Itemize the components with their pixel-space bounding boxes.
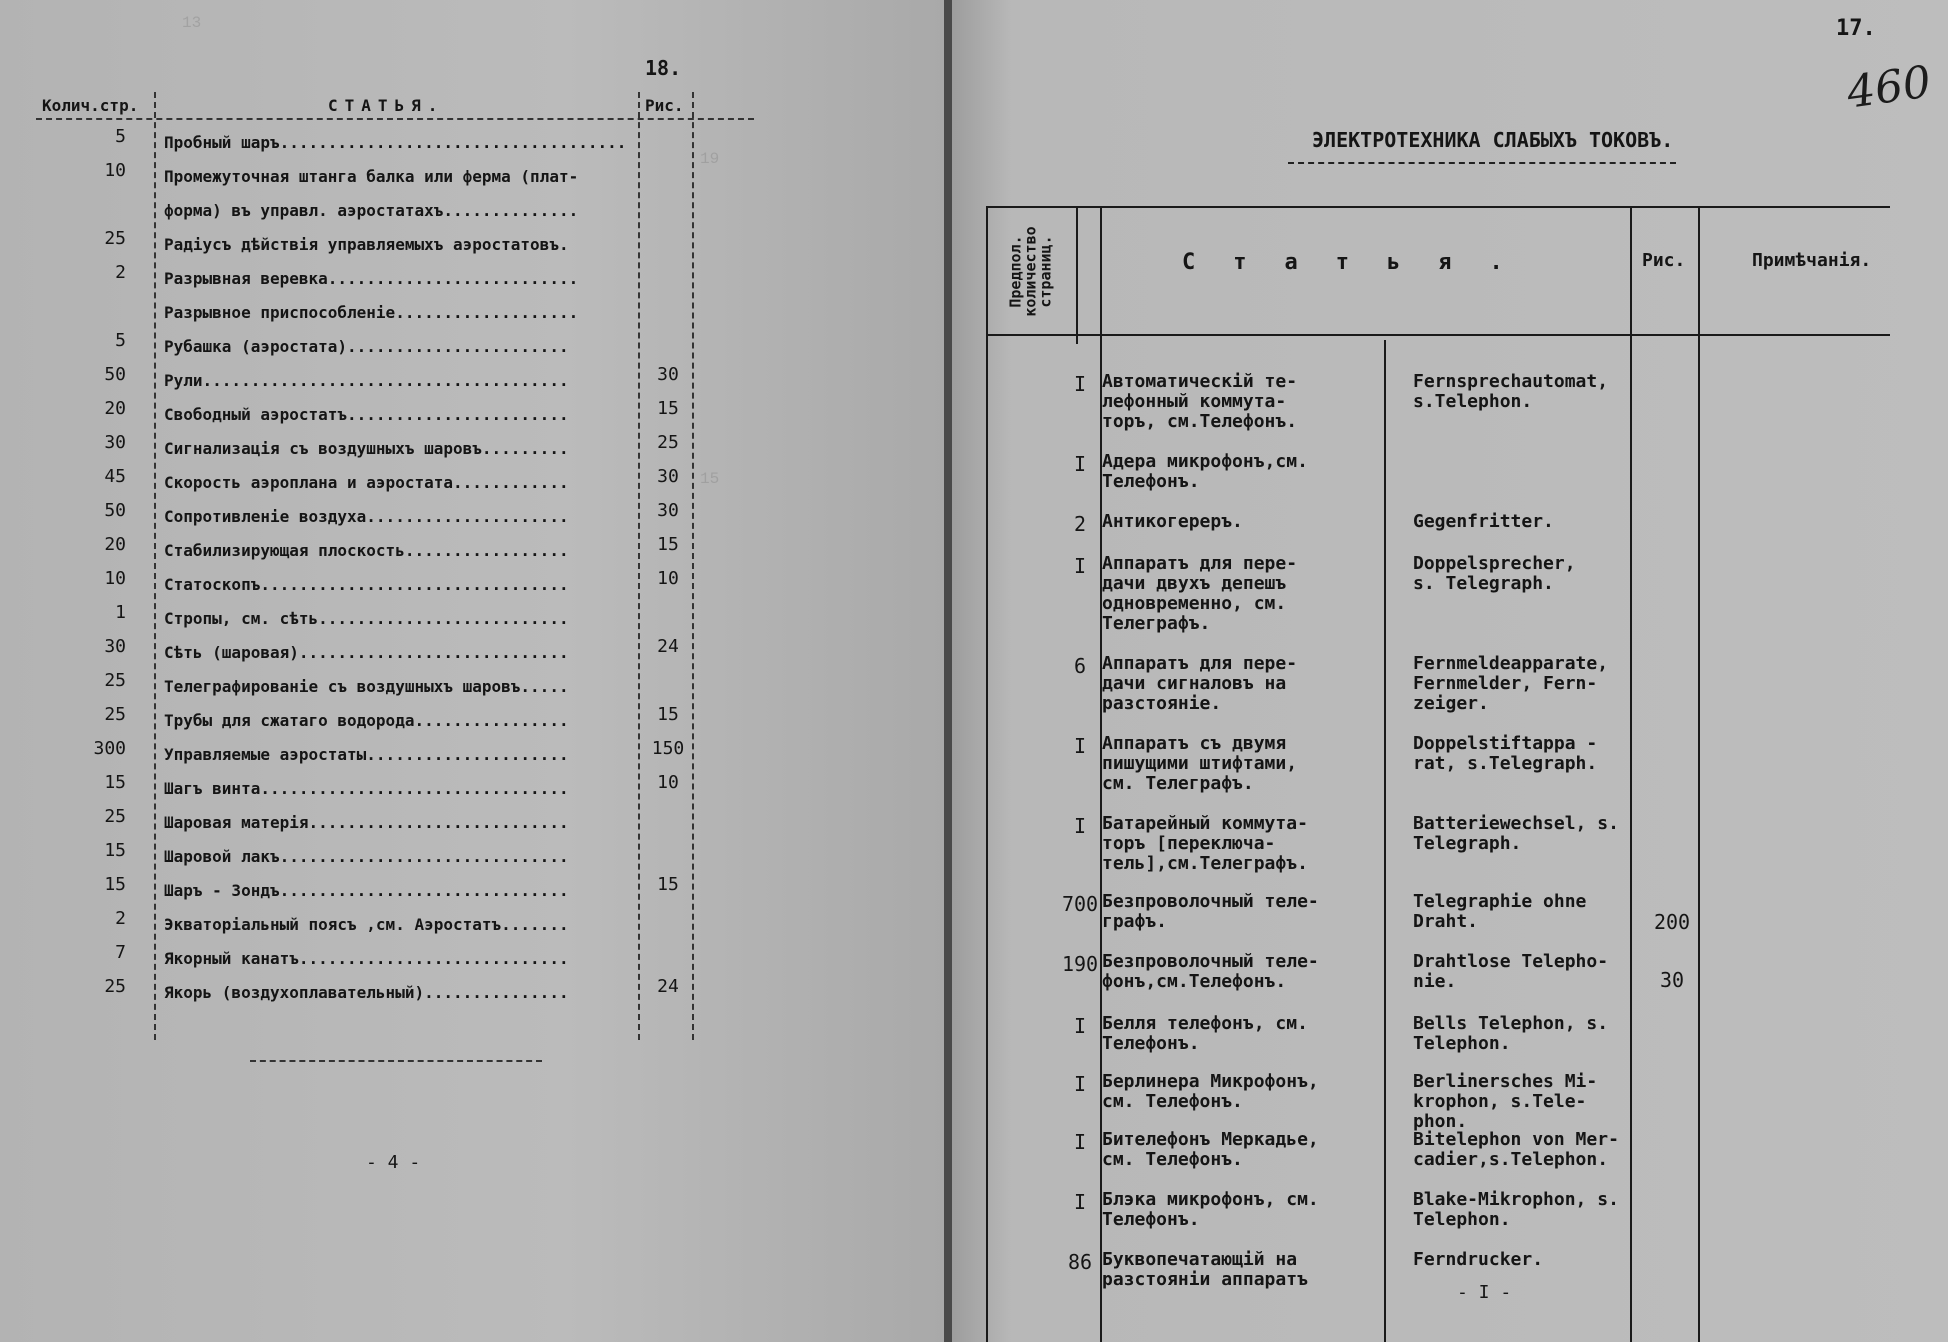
row-count: 700 bbox=[1061, 892, 1099, 916]
row-article: Скорость аэроплана и аэростата............ bbox=[164, 473, 569, 492]
row-figure: 24 bbox=[657, 976, 679, 997]
row-count: 30 bbox=[104, 636, 126, 657]
row-russian-term: Безпроволочный теле- графъ. bbox=[1102, 891, 1319, 932]
row-count: I bbox=[1073, 1014, 1087, 1038]
row-figure: 25 bbox=[657, 432, 679, 453]
header-rule bbox=[36, 118, 754, 120]
header-rule bbox=[986, 334, 1890, 336]
row-article: Статоскопъ................................ bbox=[164, 575, 569, 594]
row-german-term: Bells Telephon, s. Telephon. bbox=[1413, 1013, 1609, 1054]
row-count: 6 bbox=[1073, 654, 1087, 678]
row-german-term: Doppelsprecher, s. Telegraph. bbox=[1413, 553, 1576, 594]
row-count: I bbox=[1073, 452, 1087, 476]
column-divider bbox=[1384, 340, 1386, 1342]
row-count: 2 bbox=[115, 262, 126, 283]
row-russian-term: Бителефонъ Меркадье, см. Телефонъ. bbox=[1102, 1129, 1319, 1170]
left-page bbox=[0, 0, 944, 1342]
column-header-figure: Рис. bbox=[1642, 250, 1686, 271]
row-article: Разрывная веревка.......................... bbox=[164, 269, 579, 288]
row-count: 10 bbox=[104, 568, 126, 589]
row-count: 25 bbox=[104, 670, 126, 691]
row-count: 86 bbox=[1067, 1250, 1093, 1274]
column-header-article: Статья. bbox=[1182, 250, 1541, 275]
row-russian-term: Берлинера Микрофонъ, см. Телефонъ. bbox=[1102, 1071, 1319, 1112]
row-german-term: Batteriewechsel, s. Telegraph. bbox=[1413, 813, 1619, 854]
row-figure: 30 bbox=[1659, 968, 1685, 992]
row-russian-term: Безпроволочный теле- фонъ,см.Телефонъ. bbox=[1102, 951, 1319, 992]
column-header-figure: Рис. bbox=[645, 96, 684, 115]
row-german-term: Doppelstiftappa - rat, s.Telegraph. bbox=[1413, 733, 1598, 774]
row-count: 25 bbox=[104, 228, 126, 249]
row-count: 2 bbox=[115, 908, 126, 929]
row-article: Сѣть (шаровая)............................ bbox=[164, 643, 569, 662]
row-russian-term: Аппаратъ для пере- дачи сигналовъ на разстоянiе. bbox=[1102, 653, 1298, 714]
row-article: Телеграфированiе съ воздушныхъ шаровъ..... bbox=[164, 677, 569, 696]
column-header-notes: Примѣчанiя. bbox=[1752, 250, 1872, 271]
row-article: Трубы для сжатаго водорода................ bbox=[164, 711, 569, 730]
row-count: 15 bbox=[104, 772, 126, 793]
row-figure: 30 bbox=[657, 364, 679, 385]
row-article: Рули...................................... bbox=[164, 371, 569, 390]
row-count: I bbox=[1073, 372, 1087, 396]
title-rule bbox=[1288, 162, 1676, 164]
row-article: Шагъ винта................................ bbox=[164, 779, 569, 798]
column-divider bbox=[1698, 206, 1700, 1342]
row-count: 15 bbox=[104, 874, 126, 895]
row-count: 5 bbox=[115, 126, 126, 147]
row-count: 20 bbox=[104, 398, 126, 419]
row-count: 50 bbox=[104, 364, 126, 385]
row-count: 15 bbox=[104, 840, 126, 861]
row-count: 300 bbox=[93, 738, 126, 759]
row-count: 7 bbox=[115, 942, 126, 963]
page-number: 17. bbox=[1836, 16, 1876, 41]
row-count: 190 bbox=[1061, 952, 1099, 976]
bleed-through-text: 19 bbox=[700, 150, 720, 168]
row-count: 45 bbox=[104, 466, 126, 487]
row-russian-term: Буквопечатающiй на разстоянiи аппаратъ bbox=[1102, 1249, 1308, 1290]
row-figure: 200 bbox=[1653, 910, 1691, 934]
row-article: Стабилизирующая плоскость................. bbox=[164, 541, 569, 560]
row-german-term: Blake-Mikrophon, s. Telephon. bbox=[1413, 1189, 1619, 1230]
row-article: Якорный канатъ............................ bbox=[164, 949, 569, 968]
row-article: Радiусъ дѣйствiя управляемыхъ аэростатовъ. bbox=[164, 235, 569, 254]
row-article: Разрывное приспособленiе................... bbox=[164, 303, 579, 322]
column-divider bbox=[986, 206, 988, 1342]
row-german-term: Gegenfritter. bbox=[1413, 511, 1554, 532]
row-figure: 30 bbox=[657, 500, 679, 521]
row-russian-term: Аппаратъ для пере- дачи двухъ депешъ одновременно, см. Телеграфъ. bbox=[1102, 553, 1298, 634]
row-article: Шаровая матерiя........................... bbox=[164, 813, 569, 832]
row-count: 10 bbox=[104, 160, 126, 181]
bleed-through-text: 13 bbox=[182, 14, 202, 32]
page-footer: - I - bbox=[1457, 1282, 1512, 1303]
column-header-article: СТАТЬЯ. bbox=[328, 96, 445, 115]
column-divider bbox=[154, 92, 156, 1040]
row-count: I bbox=[1073, 814, 1087, 838]
row-count: 5 bbox=[115, 330, 126, 351]
row-figure: 15 bbox=[657, 704, 679, 725]
row-article: Управляемые аэростаты..................... bbox=[164, 745, 569, 764]
section-title: ЭЛЕКТРОТЕХНИКА СЛАБЫХЪ ТОКОВЪ. bbox=[1312, 128, 1674, 152]
row-german-term: Fernmeldeapparate, Fernmelder, Fern- zeiger. bbox=[1413, 653, 1609, 714]
row-russian-term: Адера микрофонъ,см. Телефонъ. bbox=[1102, 451, 1308, 492]
row-figure: 15 bbox=[657, 534, 679, 555]
row-german-term: Ferndrucker. bbox=[1413, 1249, 1544, 1270]
row-figure: 24 bbox=[657, 636, 679, 657]
row-article: Промежуточная штанга балка или ферма (плат- форма) въ управл. аэростатахъ.............. bbox=[164, 167, 579, 220]
row-figure: 15 bbox=[657, 398, 679, 419]
row-count: 2 bbox=[1073, 512, 1087, 536]
row-article: Сопротивленiе воздуха..................... bbox=[164, 507, 569, 526]
right-page bbox=[952, 0, 1948, 1342]
row-article: Рубашка (аэростата)....................... bbox=[164, 337, 569, 356]
row-german-term: Drahtlose Telepho- nie. bbox=[1413, 951, 1609, 992]
row-article: Шаровой лакъ.............................. bbox=[164, 847, 569, 866]
column-header-count-text: Предпол. количество страниц. bbox=[1006, 225, 1055, 317]
row-russian-term: Блэка микрофонъ, см. Телефонъ. bbox=[1102, 1189, 1319, 1230]
row-count: I bbox=[1073, 1190, 1087, 1214]
row-article: Шаръ - Зондъ.............................. bbox=[164, 881, 569, 900]
row-german-term: Bitelephon von Mer- cadier,s.Telephon. bbox=[1413, 1129, 1619, 1170]
row-article: Стропы, см. сѣть.......................... bbox=[164, 609, 569, 628]
row-article: Пробный шаръ.................................... bbox=[164, 133, 627, 152]
row-russian-term: Антикогереръ. bbox=[1102, 511, 1243, 532]
row-count: I bbox=[1073, 1072, 1087, 1096]
row-russian-term: Аппаратъ съ двумя пишущими штифтами, см. Телеграфъ. bbox=[1102, 733, 1298, 794]
row-figure: 150 bbox=[651, 738, 685, 759]
column-divider bbox=[638, 92, 640, 1040]
row-count: 20 bbox=[104, 534, 126, 555]
row-article: Якорь (воздухоплавательный)............... bbox=[164, 983, 569, 1002]
row-count: 25 bbox=[104, 704, 126, 725]
row-figure: 30 bbox=[657, 466, 679, 487]
column-divider bbox=[692, 92, 694, 1040]
row-figure: 15 bbox=[657, 874, 679, 895]
column-header-count: Колич.стр. bbox=[42, 96, 139, 115]
row-figure: 10 bbox=[657, 772, 679, 793]
row-russian-term: Автоматическiй те- лефонный коммута- торъ, см.Телефонъ. bbox=[1102, 371, 1298, 432]
page-footer: - 4 - bbox=[366, 1152, 421, 1173]
handwritten-number: 460 bbox=[1843, 56, 1935, 119]
row-article: Экваторiальный поясъ ,см. Аэростатъ....... bbox=[164, 915, 569, 934]
row-german-term: Telegraphie ohne Draht. bbox=[1413, 891, 1587, 932]
row-count: I bbox=[1073, 1130, 1087, 1154]
row-german-term: Berlinersches Mi- krophon, s.Tele- phon. bbox=[1413, 1071, 1598, 1132]
row-count: I bbox=[1073, 554, 1087, 578]
row-german-term: Fernsprechautomat, s.Telephon. bbox=[1413, 371, 1609, 412]
page-number: 18. bbox=[645, 56, 682, 80]
row-russian-term: Батарейный коммута- торъ [переключа- тель],см.Телеграфъ. bbox=[1102, 813, 1308, 874]
row-count: 50 bbox=[104, 500, 126, 521]
bleed-through-text: 15 bbox=[700, 470, 720, 488]
row-article: Свободный аэростатъ....................... bbox=[164, 405, 569, 424]
row-count: 30 bbox=[104, 432, 126, 453]
row-russian-term: Белля телефонъ, см. Телефонъ. bbox=[1102, 1013, 1308, 1054]
column-divider bbox=[1076, 206, 1078, 344]
row-article: Сигнализацiя съ воздушныхъ шаровъ......... bbox=[164, 439, 569, 458]
closing-rule bbox=[250, 1060, 542, 1062]
table-top-rule bbox=[986, 206, 1890, 208]
row-count: 25 bbox=[104, 976, 126, 997]
row-count: I bbox=[1073, 734, 1087, 758]
row-figure: 10 bbox=[657, 568, 679, 589]
row-count: 1 bbox=[115, 602, 126, 623]
column-header-count bbox=[988, 210, 1074, 332]
row-count: 25 bbox=[104, 806, 126, 827]
